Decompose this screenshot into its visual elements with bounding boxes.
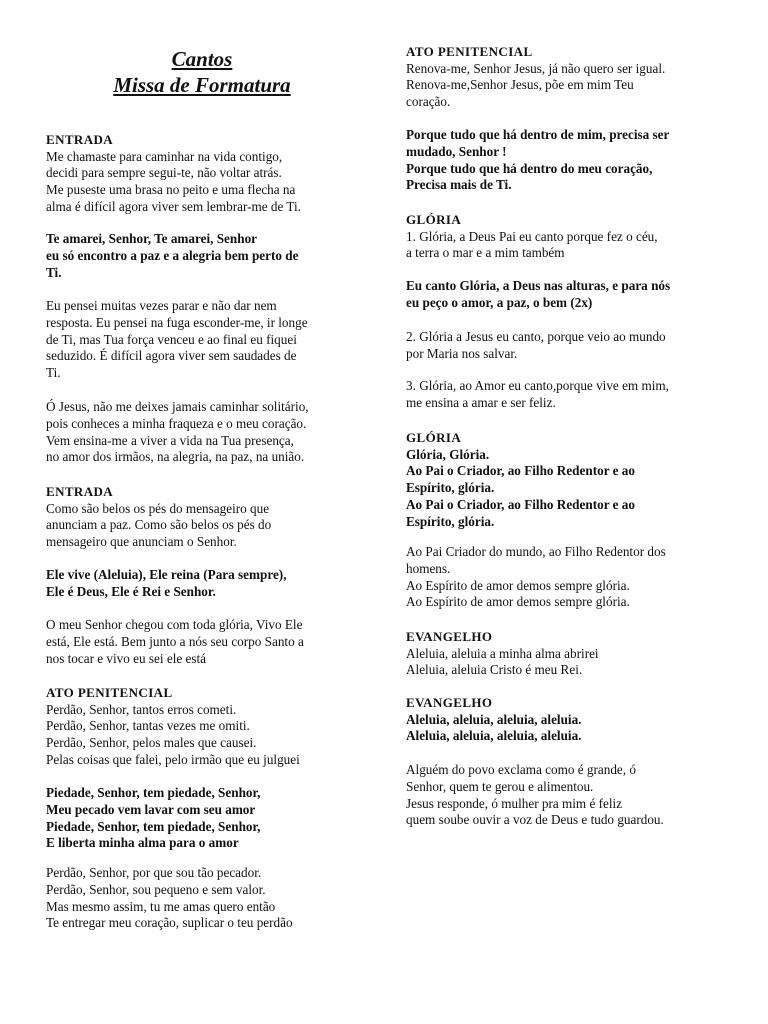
song-section xyxy=(406,127,736,194)
verse-text: Alguém do povo exclama como é grande, ó Senhor, quem te gerou e alimentou. Jesus responde, ó mulher pra mim é feliz quem soube ouvir a voz de Deus e tudo guardou. xyxy=(406,762,664,828)
song-section xyxy=(46,785,366,852)
section-heading: GLÓRIA xyxy=(406,212,462,227)
chorus-text: Ele vive (Aleluia), Ele reina (Para sempre), Ele é Deus, Ele é Rei e Senhor. xyxy=(46,567,287,599)
song-section xyxy=(46,298,366,382)
chorus-text: Porque tudo que há dentro de mim, precisa ser mudado, Senhor ! Porque tudo que há dentro do meu coração, Precisa mais de Ti. xyxy=(406,127,670,193)
song-section xyxy=(46,617,366,667)
song-section xyxy=(406,212,736,262)
title-line-1: Cantos xyxy=(171,47,233,71)
chorus-text: Piedade, Senhor, tem piedade, Senhor, Meu pecado vem lavar com seu amor Piedade, Senhor, tem piedade, Senhor, E liberta minha alma para o amor xyxy=(46,785,261,851)
song-section xyxy=(406,629,736,679)
song-section xyxy=(406,430,736,530)
song-section xyxy=(46,567,366,601)
verse-text: Como são belos os pés do mensageiro que anunciam a paz. Como são belos os pés do mensageiro que anunciam o Senhor. xyxy=(46,500,272,550)
song-section xyxy=(406,762,736,829)
verse-text: 2. Glória a Jesus eu canto, porque veio ao mundo por Maria nos salvar. xyxy=(406,329,666,361)
song-section xyxy=(406,695,736,745)
song-section xyxy=(406,378,736,412)
verse-text: 3. Glória, ao Amor eu canto,porque vive em mim, me ensina a amar e ser feliz. xyxy=(406,378,669,410)
song-section xyxy=(406,544,736,611)
section-heading: EVANGELHO xyxy=(406,629,493,644)
chorus-text: Te amarei, Senhor, Te amarei, Senhor eu só encontro a paz e a alegria bem perto de Ti. xyxy=(46,231,299,280)
song-section xyxy=(46,865,366,932)
verse-text: 1. Glória, a Deus Pai eu canto porque fez o céu, a terra o mar e a mim também xyxy=(406,228,658,261)
song-section xyxy=(46,685,366,769)
verse-text: Ó Jesus, não me deixes jamais caminhar solitário, pois conheces a minha fraqueza e o meu coração. Vem ensina-me a viver a vida na Tua presença, no amor dos irmãos, na alegria, na paz, na união. xyxy=(46,399,309,465)
section-heading: ENTRADA xyxy=(46,484,114,499)
title-line-2: Missa de Formatura xyxy=(113,73,291,97)
song-section xyxy=(46,484,366,551)
song-section xyxy=(406,44,736,111)
verse-text: Ao Pai Criador do mundo, ao Filho Redentor dos homens. Ao Espírito de amor demos sempre glória. Ao Espírito de amor demos sempre glória. xyxy=(406,544,666,610)
document-title xyxy=(46,46,358,98)
section-heading: ENTRADA xyxy=(46,132,114,147)
song-section xyxy=(46,231,366,281)
chorus-text: Eu canto Glória, a Deus nas alturas, e para nós eu peço o amor, a paz, o bem (2x) xyxy=(406,278,671,310)
section-heading: ATO PENITENCIAL xyxy=(46,685,173,700)
song-section xyxy=(406,329,736,363)
verse-text: Renova-me, Senhor Jesus, já não quero ser igual. Renova-me,Senhor Jesus, põe em mim Teu coração. xyxy=(406,60,666,110)
section-heading: EVANGELHO xyxy=(406,695,493,710)
verse-text: Aleluia, aleluia a minha alma abrirei Aleluia, aleluia Cristo é meu Rei. xyxy=(406,645,599,678)
verse-text: Perdão, Senhor, tantos erros cometi. Perdão, Senhor, tantas vezes me omiti. Perdão, Senhor, pelos males que causei. Pelas coisas que falei, pelo irmão que eu julguei xyxy=(46,701,300,767)
song-section xyxy=(46,399,366,466)
verse-text: Eu pensei muitas vezes parar e não dar nem resposta. Eu pensei na fuga esconder-me, ir longe de Ti, mas Tua força venceu e ao final eu fiquei seduzido. É difícil agora viver sem saudades de Ti. xyxy=(46,298,308,381)
verse-text: Perdão, Senhor, por que sou tão pecador. Perdão, Senhor, sou pequeno e sem valor. Mas mesmo assim, tu me amas quero então Te entregar meu coração, suplicar o teu perdão xyxy=(46,865,293,931)
verse-text: O meu Senhor chegou com toda glória, Vivo Ele está, Ele está. Bem junto a nós seu corpo Santo a nos tocar e vivo eu sei ele está xyxy=(46,617,304,666)
song-section xyxy=(46,132,366,216)
chorus-text: Glória, Glória. Ao Pai o Criador, ao Filho Redentor e ao Espírito, glória. Ao Pai o Criador, ao Filho Redentor e ao Espírito, glória. xyxy=(406,446,635,529)
chorus-text: Aleluia, aleluia, aleluia, aleluia. Aleluia, aleluia, aleluia, aleluia. xyxy=(406,711,582,744)
section-heading: ATO PENITENCIAL xyxy=(406,44,533,59)
section-heading: GLÓRIA xyxy=(406,430,462,445)
song-section xyxy=(406,278,736,312)
verse-text: Me chamaste para caminhar na vida contigo, decidi para sempre segui-te, não voltar atrás. Me puseste uma brasa no peito e uma flecha na alma é difícil agora viver sem lembrar-me de Ti. xyxy=(46,148,301,214)
